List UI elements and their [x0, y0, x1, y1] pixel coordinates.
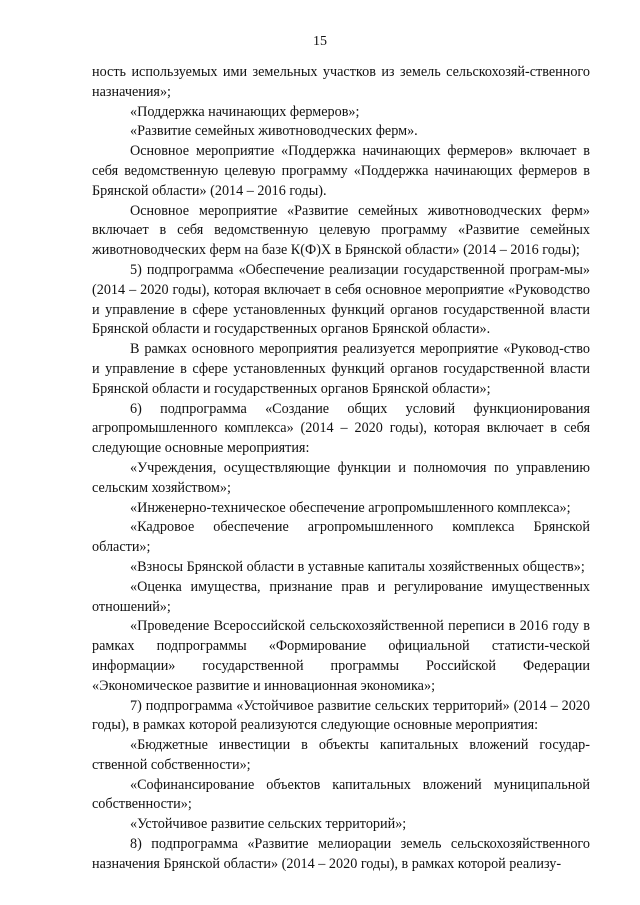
paragraph: В рамках основного мероприятия реализуется мероприятие «Руковод-ство и управление в сфере установленных функций органов государственной власти Брянской области и государственных органов Брянской области»; — [92, 341, 590, 397]
paragraph: Основное мероприятие «Поддержка начинающих фермеров» включает в себя ведомственную целевую программу «Поддержка начинающих фермеров в Брянской области» (2014 – 2016 годы). — [92, 143, 590, 199]
paragraph: «Устойчивое развитие сельских территорий»; — [130, 816, 407, 833]
paragraph: «Бюджетные инвестиции в объекты капитальных вложений государ-ственной собственности»; — [92, 737, 590, 773]
paragraph: 8) подпрограмма «Развитие мелиорации земель сельскохозяйственного назначения Брянской области» (2014 – 2020 годы), в рамках которой реализу- — [92, 836, 590, 872]
paragraph: «Софинансирование объектов капитальных вложений муниципальной собственности»; — [92, 776, 590, 813]
paragraph: «Развитие семейных животноводческих ферм». — [130, 123, 418, 140]
paragraph: Основное мероприятие «Развитие семейных животноводческих ферм» включает в себя ведомственную целевую программу «Развитие семейных животноводческих ферм на базе К(Ф)Х в Брянской области» (2014 – 2016 годы); — [92, 202, 590, 259]
page-number: 15 — [313, 34, 327, 49]
paragraph: «Взносы Брянской области в уставные капиталы хозяйственных обществ»; — [130, 558, 585, 575]
document-body — [92, 63, 590, 875]
paragraph: «Инженерно-техническое обеспечение агропромышленного комплекса»; — [130, 499, 571, 516]
paragraph: 7) подпрограмма «Устойчивое развитие сельских территорий» (2014 – 2020 годы), в рамках которой реализуются следующие основные мероприятия: — [92, 697, 590, 734]
paragraph: «Оценка имущества, признание прав и регулирование имущественных отношений»; — [92, 578, 590, 615]
paragraph: 5) подпрограмма «Обеспечение реализации государственной програм-мы» (2014 – 2020 годы), которая включает в себя основное мероприятие «Руководство и управление в сфере установленных функций органов государственной власти Брянской области и государственных органов Брянской области». — [92, 261, 590, 338]
paragraph: «Поддержка начинающих фермеров»; — [130, 103, 360, 120]
paragraph: «Кадровое обеспечение агропромышленного комплекса Брянской области»; — [92, 519, 590, 556]
paragraph: 6) подпрограмма «Создание общих условий функционирования агропромышленного комплекса» (2014 – 2020 годы), которая включает в себя следующие основные мероприятия: — [92, 400, 590, 457]
paragraph: ность используемых ими земельных участков из земель сельскохозяй-ственного назначения»; — [92, 64, 590, 100]
paragraph: «Проведение Всероссийской сельскохозяйственной переписи в 2016 году в рамках подпрограммы «Формирование официальной статисти-ческой информации» государственной программы Российской Федерации «Экономическое развитие и инновационная экономика»; — [92, 618, 590, 694]
paragraph: «Учреждения, осуществляющие функции и полномочия по управлению сельским хозяйством»; — [92, 459, 590, 496]
